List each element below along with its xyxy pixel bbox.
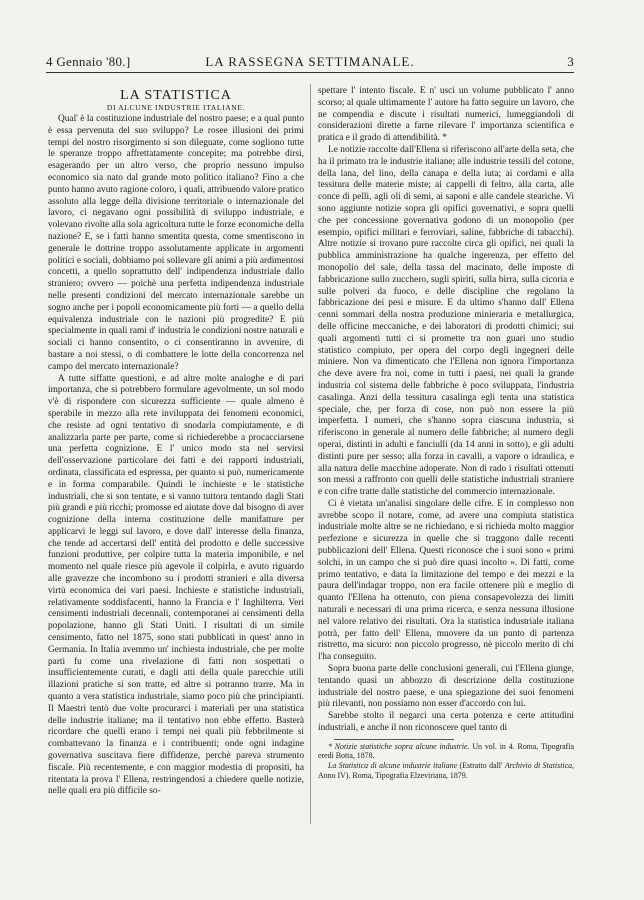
footnote-title: La Statistica di alcune industrie italiane [328,761,458,771]
header-title: LA RASSEGNA SETTIMANALE. [205,54,415,69]
paragraph: Ci è vietata un'analisi singolare delle cifre. E in complesso non avrebbe scopo il notare, come, ad avere una compiuta statistica industriale molte altre se ne richiedano, e si richieda molto maggior perfezione e sicurezza in quelle che si traggono dalle recenti pubblicazioni dell' Ellena. Questi riconosce che i suoi sono « primi solchi, in un campo che si può dire quasi incolto ». Di fatti, come primo tentativo, e data la limitazione del tempo e dei mezzi e la paura dell'indagar troppo, non era facile ottenere più e meglio di quanto l'Ellena ha ottenuto, con piena consapevolezza dei limiti naturali e necessari di una prima ricerca, e senza nessuna illusione nel valore relativo dei risultati. Ora la statistica industriale italiana potrà, per fatto dell' Ellena, muovere da un punto di partenza ristretto, ma sicuro: non piccolo progresso, nè piccolo merito di chi l'ha conseguito. [318,498,574,663]
footnote-rule [334,739,454,740]
header-page-number: 3 [567,54,574,69]
footnote-journal: Archivio di Statistica, [504,761,575,771]
paragraph: Qual' è la costituzione industriale del nostro paese; e a qual punto è essa pervenuta del suo sviluppo? Le rosee illusioni dei primi tempi del nostro risorgimento si son dileguate, come sogliono tutte le speranze troppo affrettatamente concepite; ma potrebbe dirsi, esagerando per un altro verso, che proprio nessuno impulso economico sia nato dal grande moto politico italiano? Fino a che punto hanno avuto ragione coloro, i quali, attribuendo valore pratico assoluto alla legge della divisione territoriale o internazionale del lavoro, ci negavano ogni possibilità di sviluppo industriale, e volevano rivolte alla sola agricoltura tutte le forze economiche della nazione? E, se i fatti hanno smentita questa, come smentiscono in generale le dottrine troppo assolutamente applicate in argomenti politici e sociali, dobbiamo poi sollevare gli animi a più ardimentosi concetti, a quello soprattutto dell' indipendenza industriale dallo straniero; ovvero — poichè una perfetta indipendenza industriale nelle presenti condizioni del mercato internazionale sarebbe un sogno anche per i popoli economicamente più forti — a quello della equivalenza industriale con le nazioni più progredite? E più specialmente in quali rami d' industria le condizioni nostre naturali e sociali ci hanno consentito, o ci consentiranno in avvenire, di bastare a noi stessi, o di combattere le lotte della concorrenza nel campo del mercato internazionale? [48,114,304,372]
footnote [318,761,574,780]
left-column [48,86,304,798]
header-date: 4 Gennaio '80.] [46,54,131,69]
article-title: LA STATISTICA [120,88,232,103]
running-header [46,54,574,72]
footnote-text: Anno IV). Roma, Tipografia Elzeviriana, 1879. [318,770,468,780]
header-rule [46,72,574,73]
footnote [318,742,574,761]
footnote-title: * Notizie statistiche sopra alcune industrie. [328,741,470,751]
paragraph: Sopra buona parte delle conclusioni generali, cui l'Ellena giunge, tentando quasi un abbozzo di descrizione della costituzione industriale del nostro paese, e una spiegazione dei suoi fenomeni più rilevanti, non possiamo non esser d'accordo con lui. [318,664,574,710]
article-subtitle: DI ALCUNE INDUSTRIE ITALIANE. [106,103,246,112]
paragraph-continued: spettare l' intento fiscale. E n' uscì un volume pubblicato l' anno scorso; al quale ultimamente l' autore ha fatto seguire un lavoro, che ne compendia e discute i risultati numerici, lumeggiandoli di considerazioni dirette a farne rilevare l' importanza scientifica e pratica e il grado di attendibilità. * [318,86,574,144]
paragraph: A tutte siffatte questioni, e ad altre molte analoghe e di pari importanza, che si potrebbero formulare agevolmente, un sol modo v'è di rispondere con sicurezza sufficiente — quale almeno è sperabile in mezzo alla rete inviluppata dei fenomeni economici, che resiste ad ogni tentativo di snodarla compiutamente, e di analizzarla parte per parte, come si richiederebbe a procacciarsene una perfetta cognizione. E l' unico modo sta nel servirsi dell'osservazione particolare dei fatti e dei rapporti industriali, ordinata, classificata ed espressa, per quanto si può, numericamente e in forma comparabile. Quindi le inchieste e le statistiche industriali, che si son tentate, e si vanno tuttora tentando dagli Stati più grandi e più ricchi; promosse ed aiutate dove dal bisogno di aver cognizione della interna costituzione delle manifatture per applicarvi le leggi sul lavoro, e dove dall' interesse della finanza, che tende ad accertarsi dell' entità del prodotto e delle successive funzioni produttive, per colpire tutta la materia imponibile, e nel momento nel quale riesce più agevole il colpirla, e avuto riguardo alle gravezze che incombono su i prodotti stranieri e alla diversa virtù economica dei vari paesi. Inchieste e statistiche industriali, relativamente soddisfacenti, hanno la Francia e l' Inghilterra. Veri censimenti industriali decennali, contemporanei ai censimenti della popolazione, hanno gli Stati Uniti. I risultati di un simile censimento, fatto nel 1875, sono stati pubblicati in quest' anno in Germania. In Italia avemmo un' inchiesta industriale, che per molte parti fu come una rivelazione di fatti non sospettati o insufficientemente curati, e dagli atti della quale parecchie utili illazioni pratiche si son tratte, ed altre si potranno trarre. Ma in quanto a vera statistica industriale, siamo poco più che principianti. Il Maestri tentò due volte procurarci i materiali per una statistica delle industrie italiane; ma il tentativo non ebbe effetto. Basterà ricordare che quelli erano i tempi nei quali più febbrilmente si combattevano la finanza e i contribuenti; onde ogni indagine governativa suscitava fiere diffidenze, perchè pareva strumento fiscale. Più recentemente, e con maggior modestia di propositi, ha ritentata la prova l' Ellena, restringendosi a chiedere quelle notizie, nelle quali era più difficile so- [48,373,304,797]
paragraph: Sarebbe stolto il negarci una certa potenza e certe attitudini industriali, e anche il non riconoscere quel tanto di [318,711,574,734]
footnote-text: Un vol. in 4. Roma, Tipografia eredi Botta, 1878. [318,741,574,761]
footnote-text: (Estratto dall' [457,761,505,771]
right-column [318,86,574,780]
paragraph: Le notizie raccolte dall'Ellena si riferiscono all'arte della seta, che ha il primato tra le industrie italiane; alle industrie tessili del cotone, della lana, del lino, della canapa e della iuta; ai cordami e alla tessitura delle materie miste; ai cappelli di feltro, alla carta, alle conce di pelli, agli oli di semi, ai saponi e alle candele steariche. Vi sono aggiunte notizie sopra gli opifici governativi, e sopra quelli che per concessione governativa godono di un monopolio (per esempio, opifici militari e ferroviari, saline, fabbriche di tabacchi). Altre notizie si trovano pure raccolte circa gli opifici, nei quali la pubblica amministrazione ha qualche ingerenza, per effetto del monopolio del sale, della tassa del macinato, delle imposte di fabbricazione sullo zucchero, sugli spiriti, sulla birra, sulla cicoria e sulle polveri da fuoco, e delle discipline che regolano la fabbricazione dei pesi e misure. E da ultimo s'hanno dall' Ellena cenni sommari della nostra produzione minieraria e metallurgica, delle officine meccaniche, e dei laboratori di prodotti chimici; sui quali argomenti tutti ci si promette tra non guari uno studio statistico compiuto, per opera del corpo degli ingegneri delle miniere. Non va dimenticato che l'Ellena non ignora l'importanza che deve avere fra noi, come in tutti i paesi, nei quali la grande industria col sistema delle fabbriche è poco sviluppata, l'industria casalinga. Anzi della tessitura casalinga egli tenta una statistica speciale, che, per forza di cose, non può non essere la più imperfetta. I numeri, che s'hanno sopra ciascuna industria, si riferiscono in generale al numero delle fabbriche; al numero degli operai, distinti in adulti e fanciulli (da 14 anni in sotto), e gli adulti distinti pure per sesso; alla forza in cavalli, a vapore o idraulica, e alla natura delle macchine adoperate. Non di rado i risultati ottenuti son messi a raffronto con quelli delle statistiche industriali straniere e con cifre tratte dalle statistiche del commercio internazionale. [318,144,574,498]
column-divider [310,84,311,824]
